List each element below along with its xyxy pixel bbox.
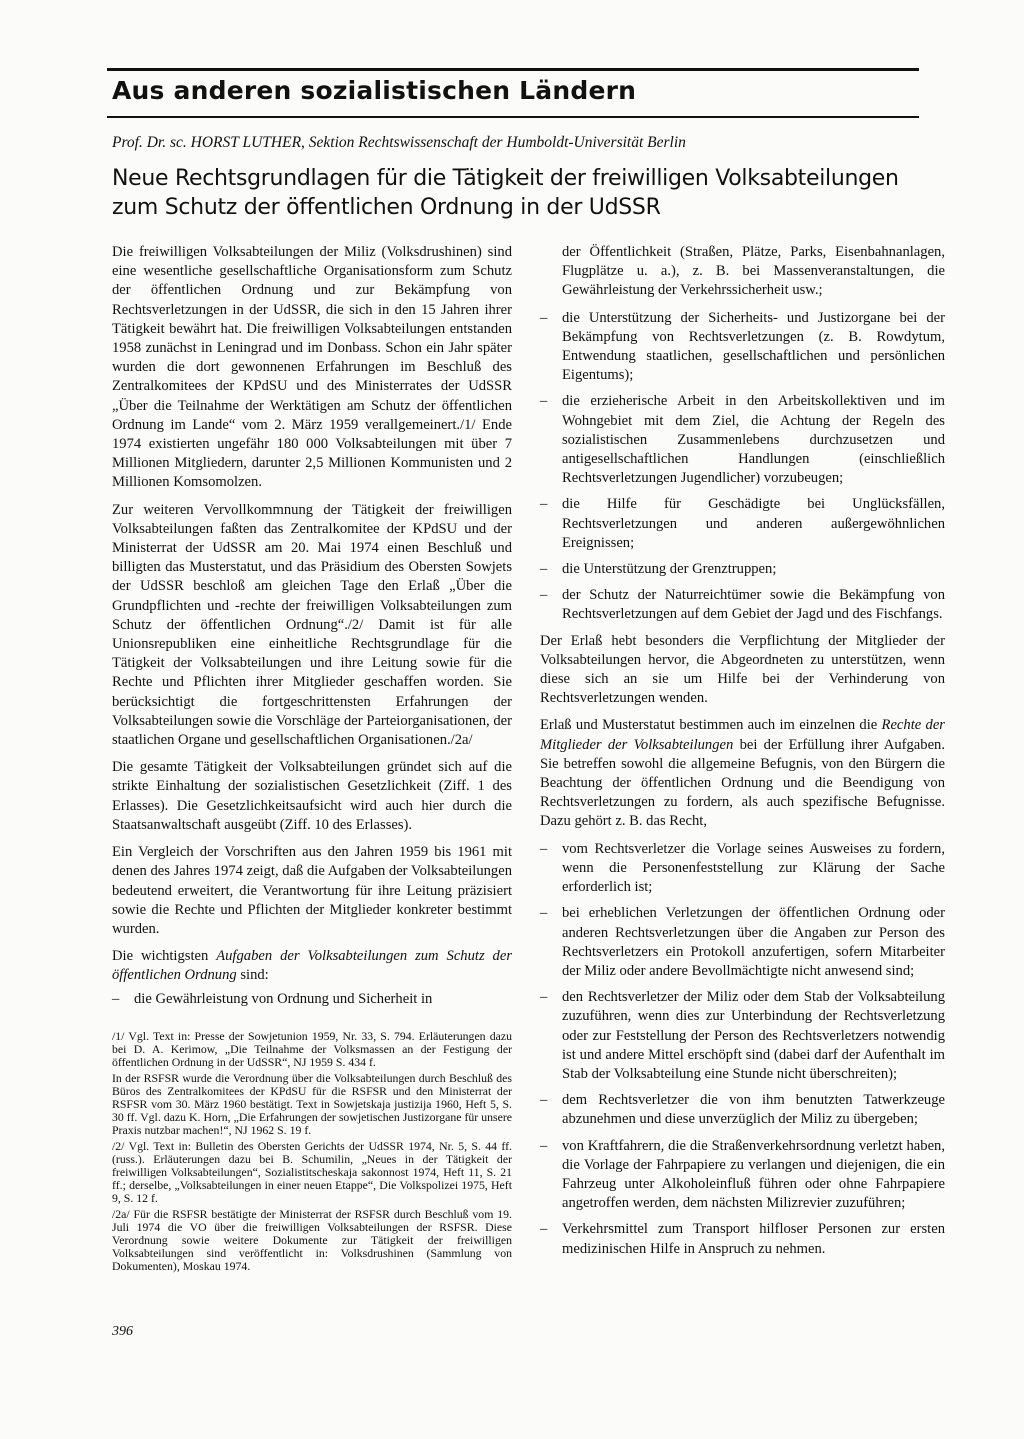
text-run: Die wichtigsten [112,948,217,965]
list-item [540,1091,945,1129]
list-item-text: den Rechtsverletzer der Miliz oder dem Stab der Volksabteilung zuzuführen, wenn dies zur Unterbindung der Rechtsverletzung oder zur Feststellung der Person des Rechtsverletzers notwendig ist und andere Mittel erschöpft sind (dabei darf der Aufenthalt im Stab der Volksabteilung eine Stunde nicht überschreiten); [562,989,945,1082]
dash-marker: – [540,1137,548,1154]
footnote: /1/ Vgl. Text in: Presse der Sowjetunion 1959, Nr. 33, S. 794. Erläuterungen dazu bei D. A. Kerimow, „Die Teilnahme der Volksmassen an der Festigung der öffentlichen Ordnung in der UdSSR“, NJ 1959 S. 434 f. [112,1029,512,1070]
list-item [540,495,945,553]
footnote: /2/ Vgl. Text in: Bulletin des Obersten Gerichts der UdSSR 1974, Nr. 5, S. 44 ff. (russ.). Erläuterungen dazu bei B. Schumilin, „Neues in der Tätigkeit der freiwilligen Volksabteilungen“, Sozialistitscheskaja sakonnost 1974, Heft 11, S. 21 ff.; derselbe, „Volksabteilungen in einer neuen Etappe“, Die Volkspolizei 1975, Heft 9, S. 12 f. [112,1138,512,1206]
list-item-text: der Schutz der Naturreichtümer sowie die Bekämpfung von Rechtsverletzungen auf dem Gebiet der Jagd und des Fischfangs. [562,587,945,623]
list-item [540,392,945,488]
list-item [540,1137,945,1214]
list-item-text: die Gewährleistung von Ordnung und Sicherheit in [134,990,433,1007]
header-rule-bottom [107,116,919,118]
section-title: Aus anderen sozialistischen Ländern [112,76,637,105]
text-run: sind: [236,967,269,984]
paragraph [112,947,512,985]
left-column [112,243,512,1016]
dash-marker: – [540,496,548,513]
dash-marker: – [540,393,548,410]
list-item [540,586,945,624]
dash-marker: – [540,561,548,578]
headline-line-1: Neue Rechtsgrundlagen für die Tätigkeit der freiwilligen Volksabteilungen [112,166,899,191]
paragraph: der Öffentlichkeit (Straßen, Plätze, Parks, Eisenbahnanlagen, Flugplätze u. a.), z. B. bei Massenveranstaltungen, die Gewährleistung der Verkehrssicherheit usw.; [562,244,945,299]
list-item-text: von Kraftfahrern, die die Straßenverkehrsordnung verletzt haben, die Vorlage der Fahrpapiere zu verlangen und diejenigen, die ein Fahrzeug unter Alkoholeinfluß führen oder ohne Fahrpapiere angetroffen werden, dem nächsten Milizrevier zuzuführen; [562,1137,945,1212]
dash-marker: – [540,309,548,326]
page-number: 396 [112,1324,133,1339]
paragraph: Ein Vergleich der Vorschriften aus den Jahren 1959 bis 1961 mit denen des Jahres 1974 zeigt, daß die Aufgaben der Volksabteilungen bedeutend erweitert, die Verantwortung für ihre Leitung präzisiert sowie die Rechte und Pflichten der Mitglieder konkreter bestimmt wurden. [112,844,512,937]
header-rule-top [107,68,919,71]
list-item-text: die Unterstützung der Grenztruppen; [562,561,777,578]
list-item-text: bei erheblichen Verletzungen der öffentlichen Ordnung oder anderen Rechtsverletzungen über die Angaben zur Person des Rechtsverletzers ein Protokoll anzufertigen, sofern Mitarbeiter der Miliz oder andere Bevollmächtigte nicht anwesend sind; [562,905,945,979]
emphasis: Aufgaben der Volksabteilungen zum Schutz der öffentlichen Ordnung [112,948,513,984]
dash-marker: – [112,990,120,1007]
list-item-text: vom Rechtsverletzer die Vorlage seines Ausweises zu fordern, wenn die Personenfeststellung zur Klärung der Sache erforderlich ist; [562,840,945,896]
list-item-text: die Unterstützung der Sicherheits- und Justizorgane bei der Bekämpfung von Rechtsverletzungen (z. B. Rowdytum, Entwendung staatlichen, gesellschaftlichen und persönlichen Eigentums); [562,309,945,384]
article-headline [112,164,912,222]
author-line: Prof. Dr. sc. HORST LUTHER, Sektion Rechtswissenschaft der Humboldt-Universität Berlin [112,134,686,151]
headline-line-2: zum Schutz der öffentlichen Ordnung in der UdSSR [112,195,661,220]
list-item-text: Verkehrsmittel zum Transport hilfloser Personen zur ersten medizinischen Hilfe in Anspruch zu nehmen. [562,1221,945,1257]
paragraph: Die freiwilligen Volksabteilungen der Miliz (Volksdrushinen) sind eine wesentliche gesellschaftliche Organisationsform zum Schutz der öffentlichen Ordnung und zur Bekämpfung von Rechtsverletzungen in der UdSSR, die sich in den 15 Jahren ihrer Tätigkeit bewährt hat. Die freiwilligen Volksabteilungen entstanden 1958 zunächst in Leningrad und im Donbass. Schon ein Jahr später wurden die dort gewonnenen Erfahrungen im Beschluß des Zentralkomitees der KPdSU und des Ministerrates der UdSSR „Über die Teilnahme der Werktätigen am Schutz der öffentlichen Ordnung im Lande“ vom 2. März 1959 verallgemeinert./1/ Ende 1974 existierten ungefähr 180 000 Volksabteilungen mit über 7 Millionen Mitgliedern, darunter 2,5 Millionen Kommunisten und 2 Millionen Komsomolzen. [112,244,512,491]
list-item-text: die erzieherische Arbeit in den Arbeitskollektiven und im Wohngebiet mit dem Ziel, die Achtung der Regeln des sozialistischen Zusammenlebens durchzusetzen und antigesellschaftlichen Handlungen (einschließlich Rechtsverletzungen Jugendlicher) vorzubeugen; [562,393,945,487]
dash-marker: – [540,587,548,604]
dash-marker: – [540,989,548,1006]
list-item [540,904,945,981]
dash-marker: – [540,1092,548,1109]
list-item [540,309,945,386]
dash-marker: – [540,1221,548,1238]
right-column [540,243,945,1266]
dash-marker: – [540,840,548,857]
paragraph: Die gesamte Tätigkeit der Volksabteilungen gründet sich auf die strikte Einhaltung der sozialistischen Gesetzlichkeit (Ziff. 1 des Erlasses). Die Gesetzlichkeitsaufsicht wird auch hier durch die Staatsanwaltschaft ausgeübt (Ziff. 10 des Erlasses). [112,759,512,833]
paragraph [540,716,945,831]
footnotes [112,1030,512,1276]
list-item-text: die Hilfe für Geschädigte bei Unglücksfällen, Rechtsverletzungen und anderen außergewöhnlichen Ereignissen; [562,496,945,551]
dash-marker: – [540,905,548,922]
text-run: bei der Erfüllung ihrer Aufgaben. Sie betreffen sowohl die allgemeine Befugnis, von den Bürgern die Beachtung der öffentlichen Ordnung und die Beendigung von Rechtsverletzungen zu fordern, als auch spezifische Befugnisse. Dazu gehört z. B. das Recht, [540,736,945,830]
list-item-text: dem Rechtsverletzer die von ihm benutzten Tatwerkzeuge abzunehmen und diese unverzüglich der Miliz zu übergeben; [562,1092,945,1128]
footnote: /2a/ Für die RSFSR bestätigte der Ministerrat der RSFSR durch Beschluß vom 19. Juli 1974 die VO über die freiwilligen Volksabteilungen der RSFSR. Diese Verordnung sowie weitere Dokumente zur Tätigkeit der freiwilligen Volksabteilungen sind veröffentlicht in: Volksdrushinen (Sammlung von Dokumenten), Moskau 1974. [112,1206,512,1274]
emphasis: Rechte der Mitglieder der Volksabteilungen [540,717,945,753]
list-item [112,990,512,1009]
paragraph: Der Erlaß hebt besonders die Verpflichtung der Mitglieder der Volksabteilungen hervor, die Abgeordneten zu unterstützen, wenn diese sich an sie um Hilfe bei der Verhinderung von Rechtsverletzungen wenden. [540,632,945,707]
list-item [540,560,945,579]
footnote: In der RSFSR wurde die Verordnung über die Volksabteilungen durch Beschluß des Büros des Zentralkomitees der KPdSU für die RSFSR und den Ministerrat der RSFSR vom 30. März 1960 bestätigt. Text in Sowjetskaja justizija 1960, Heft 5, S. 30 ff. Vgl. dazu K. Horn, „Die Erfahrungen der sowjetischen Justizorgane für unsere Praxis nutzbar machen!“, NJ 1962 S. 19 f. [112,1070,512,1138]
list-item [540,840,945,898]
paragraph: Zur weiteren Vervollkommnung der Tätigkeit der freiwilligen Volksabteilungen faßten das Zentralkomitee der KPdSU und der Ministerrat der UdSSR am 20. Mai 1974 einen Beschluß und billigten das Musterstatut, und das Präsidium des Obersten Sowjets der UdSSR beschloß am gleichen Tage den Erlaß „Über die Grundpflichten und -rechte der freiwilligen Volksabteilungen zum Schutz der öffentlichen Ordnung“./2/ Damit ist für alle Unionsrepubliken eine einheitliche Rechtsgrundlage für die Tätigkeit der Volksabteilungen und ihre Leitung sowie für die Rechte und Pflichten ihrer Mitglieder geschaffen worden. Sie berücksichtigt die fortgeschrittensten Erfahrungen der Volksabteilungen sowie die Vorschläge der Parteiorganisationen, der staatlichen Organe und gesellschaftlichen Organisationen./2a/ [112,501,512,749]
text-run: Erlaß und Musterstatut bestimmen auch im einzelnen die [540,717,882,734]
list-item [540,1220,945,1258]
list-item [540,988,945,1084]
